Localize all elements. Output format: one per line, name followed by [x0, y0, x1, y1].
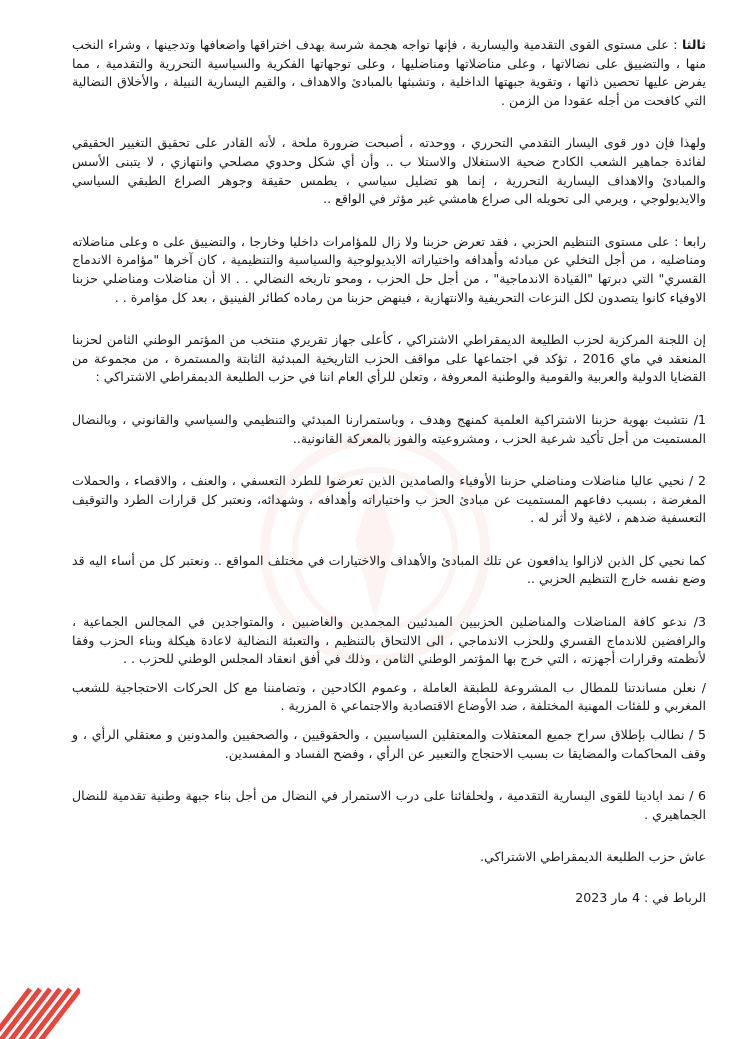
- point-6: 6 / نمد ايادينا للقوى اليسارية التقدمية ، ولحلفائنا على درب الاستمرار في النضال من أجل بناء جبهة وطنية تقدمية للنضال الجماهيري .: [72, 788, 706, 822]
- paragraph-left-role: ولهذا فإن دور قوى اليسار التقدمي التحرري ، ووحدته ، أصبحت ضرورة ملحة ، لأنه القادر على تحقيق التغيير الحقيقي لفائدة جماهير الشعب الكادح ضحية الاستغلال والاستلا ب .. وأن أي شكل وحدوي مصلحي وانتهازي ، لا يتبنى الأسس والمبادئ والاهداف اليسارية التحررية ، إنما هو تضليل سياسي ، يطمس حقيقة وجوهر الصراع الطبقي السياسي والايديولوجي ، ويرمي الى تحويله الى صراع هامشي غير مؤثر في الواقع ..: [72, 135, 706, 207]
- paragraph-fourth: رابعا : على مستوى التنظيم الحزبي ، فقد تعرض حزبنا ولا زال للمؤامرات داخليا وخارجا ، والتضييق على ه وعلى مناضلاته ومناضليه ، من أجل التخلي عن مبادئه وأهدافه واختياراته الايديولوجية والسياسية والتنظيمية ، كان آخرها "مؤامرة الاندماج القسري" التي دبرتها "القيادة الاندماجية" ، من أجل حل الحزب ، ومحو تاريخه النضالي . . الا أن مناضلات ومناضلي حزبنا الاوفياء كانوا يتصدون لكل النزعات التحريفية والانتهازية ، فينهض حزبنا من رماده كطائر الفينيق ، بعد كل مؤامرة . .: [72, 233, 706, 305]
- document-body: [72, 36, 706, 908]
- paragraph-salute: كما نحيي كل الذين لازالوا يدافعون عن تلك المبادئ والأهداف والاختيارات في مختلف المواقع .. ونعتبر كل من أساء اليه قد وضع نفسه خارج التنظيم الحزبي ..: [72, 552, 706, 587]
- point-5: 5 / نطالب بإطلاق سراح جميع المعتقلات والمعتقلين السياسيين ، والحقوقيين ، والصحفيين والمدونين و معتقلي الرأي ، و وقف المحاكمات والمضايقا ت بسبب الاحتجاج والتعبير عن الرأي ، وفضح الفساد و المفسدين.: [72, 727, 706, 761]
- signature: عاش حزب الطليعة الديمقراطي الاشتراكي.: [480, 849, 706, 865]
- paragraph-central-committee: إن اللجنة المركزية لحزب الطليعة الديمقراطي الاشتراكي ، كأعلى جهاز تقريري منتخب من المؤتمر الوطني الثامن لحزبنا المنعقد في ماي 2016 ، تؤكد في اجتماعها على مواقف الحزب التاريخية المبدئية الثابتة والمستمرة ، من مجموعة من القضايا الدولية والعربية والقومية والوطنية المعروفة ، وتعلن للرأي العام اننا في حزب الطليعة الديمقراطي الاشتراكي :: [72, 332, 706, 385]
- paragraph-third: [72, 36, 706, 110]
- corner-stripes-decoration: [0, 979, 80, 1039]
- paragraph-third-text: : على مستوى القوى التقدمية واليسارية ، فإنها تواجه هجمة شرسة بهدف اختراقها واضعافها وتدجينها ، وشراء النخب منها ، والتضييق على نضالاتها ، وعلى مناضلاتها ومناضليها ، وعلى توجهاتها الفكرية والسياسية التحررية والتقدمية ، مما يفرض عليها تحصين ذاتها ، وتقوية جبهتها الداخلية ، وتشبثها بالمبادئ والاهداف ، والقيم اليسارية النبيلة ، والأخلاق النضالية التي كافحت من أجله عقودا من الزمن .: [72, 37, 706, 108]
- point-3: 3/ ندعو كافة المناضلات والمناضلين الحزبيين المبدئيين المجمدين والغاضبين ، والمتواجدين في المجالس الجماعية ، والرافضين للاندماج القسري وللحزب الاندماجي ، الى الالتحاق بالتنظيم ، والتعبئة النضالية لاعادة هيكلة وبناء الحزب وفقا لأنظمته وقرارات أجهزته ، التي خرج بها المؤتمر الوطني الثامن ، وذلك في أفق انعقاد المجلس الوطني للحزب . .: [72, 614, 706, 667]
- point-4: / نعلن مساندتنا للمطال ب المشروعة للطبقة العاملة ، وعموم الكادحين ، وتضامننا مع كل الحركات الاحتجاجية للشعب المغربي و للفئات المهنية المختلفة ، ضد الأوضاع الاقتصادية والاجتماعي ة المزرية .: [72, 679, 706, 714]
- paragraph-third-lead: ثالثا: [681, 37, 706, 52]
- point-1: 1/ نتشبث بهوية حزبنا الاشتراكية العلمية كمنهج وهدف ، وباستمرارنا المبدئي والتنظيمي والسياسي والقانوني ، وبالنضال المستميت من أجل تأكيد شرعية الحزب ، ومشروعيته والفوز بالمعركة القانونية..: [72, 411, 706, 446]
- point-2: 2 / نحيي عاليا مناضلات ومناضلي حزبنا الأوفياء والصامدين الذين تعرضوا للطرد التعسفي ، والعنف ، والاقصاء ، والحملات المغرضة ، بسبب دفاعهم المستميت عن مبادئ الحز ب واختياراته وأهدافه ، وشهدائه، ونعتبر كل قرارات الطرد والتوقيف التعسفية ضدهم ، لاغية ولا أثر له .: [72, 473, 706, 526]
- date-line: الرباط في : 4 مار 2023: [575, 890, 706, 905]
